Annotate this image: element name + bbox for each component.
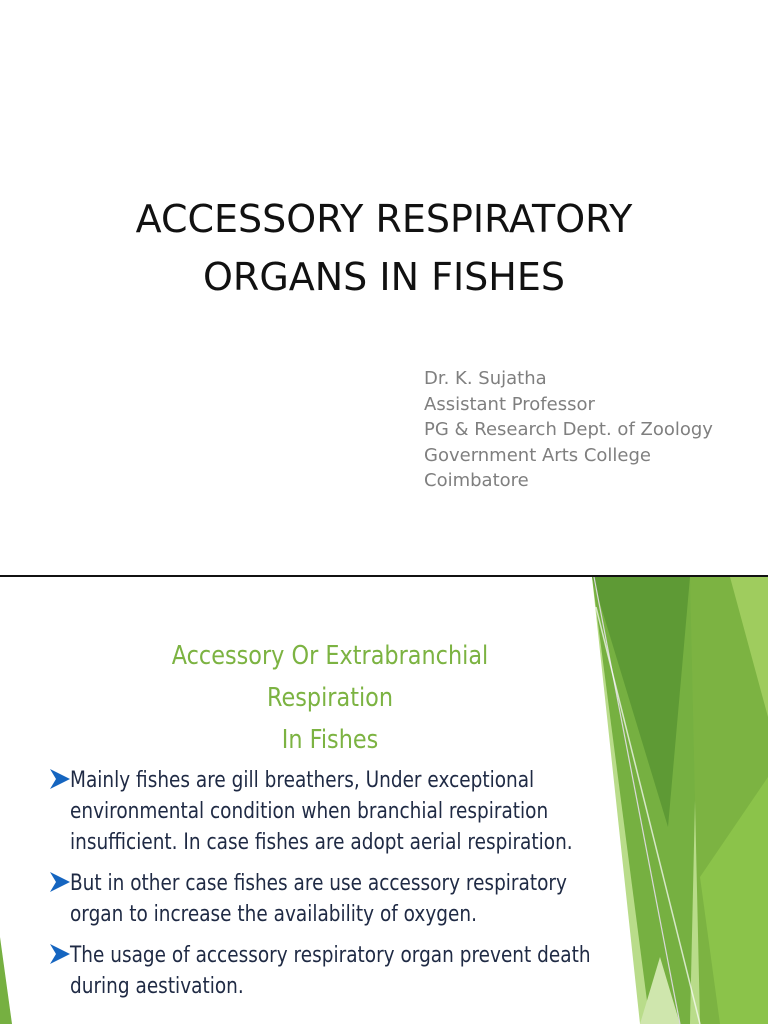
author-name: Dr. K. Sujatha	[424, 368, 547, 389]
bullet-line: environmental condition when branchial respiration	[70, 799, 549, 824]
bullet-item	[44, 940, 591, 1002]
arrow-bullet-icon	[48, 942, 72, 966]
slide-title-line: ACCESSORY RESPIRATORY	[135, 197, 633, 241]
slide-title	[0, 190, 768, 306]
slide-title-line: ORGANS IN FISHES	[203, 255, 565, 299]
author-block	[424, 366, 713, 494]
bullet-item	[44, 868, 584, 930]
bullet-line: insufficient. In case fishes are adopt aerial respiration.	[70, 830, 573, 855]
arrow-bullet-icon	[48, 767, 72, 791]
bullet-line: organ to increase the availability of oxygen.	[70, 902, 477, 927]
bullet-line: But in other case fishes are use accessory respiratory	[70, 871, 567, 896]
author-college: Government Arts College	[424, 444, 652, 466]
bullet-list	[44, 765, 591, 1012]
author-city: Coimbatore	[424, 470, 529, 491]
arrow-bullet-icon	[48, 870, 72, 894]
content-slide-title	[115, 635, 545, 761]
content-slide	[0, 577, 768, 1024]
author-department: PG & Research Dept. of Zoology	[424, 419, 713, 440]
content-title-line: In Fishes	[281, 725, 379, 755]
bullet-item	[44, 765, 584, 858]
author-position: Assistant Professor	[424, 393, 595, 415]
content-title-line: Accessory Or Extrabranchial	[171, 641, 489, 671]
bullet-line: during aestivation.	[70, 974, 244, 999]
bullet-line: The usage of accessory respiratory organ prevent death	[70, 943, 591, 968]
content-title-line: Respiration	[266, 683, 394, 713]
bullet-line: Mainly fishes are gill breathers, Under exceptional	[70, 768, 535, 793]
